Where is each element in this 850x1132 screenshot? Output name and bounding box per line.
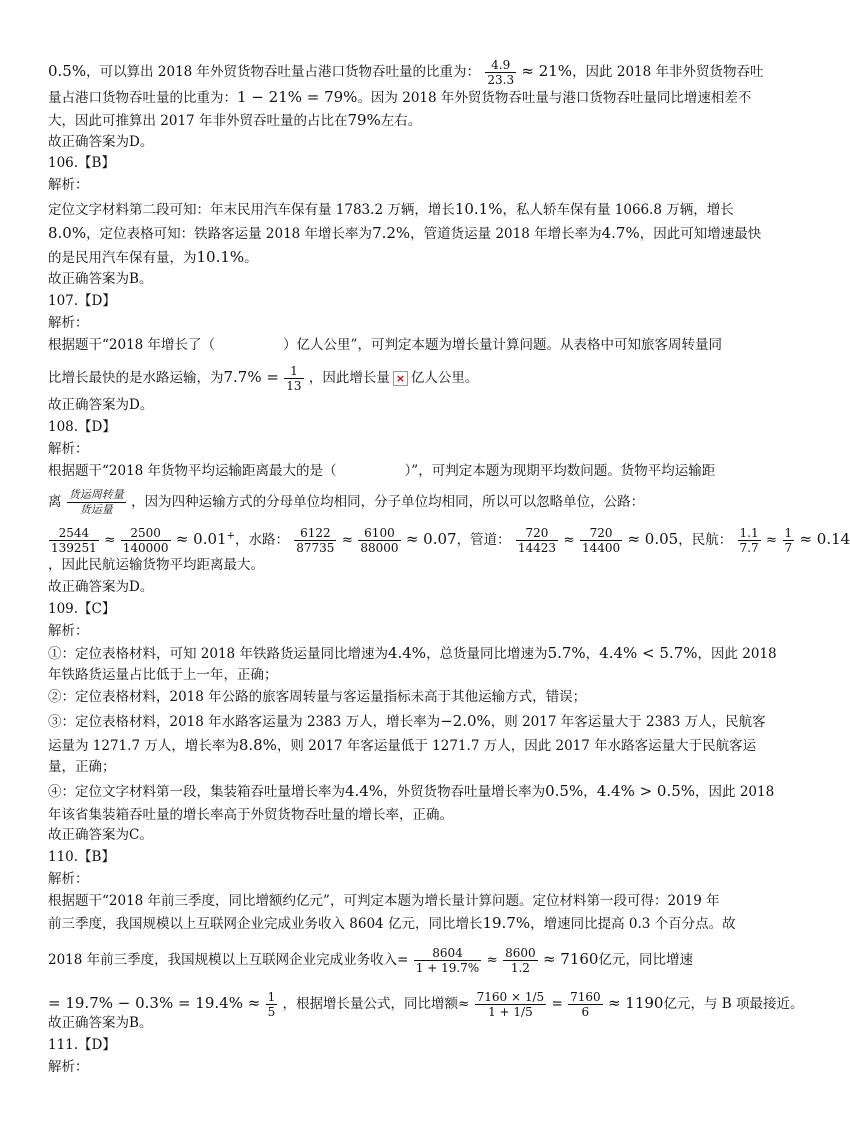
text-run: ，因此 2018 [697,646,777,662]
text-line: 量，正确； [48,759,116,775]
fraction-part: 720 [580,526,622,541]
text-run: ，因为四种运输方式的分母单位均相同，分子单位均相同，所以可以忽略单位，公路： [131,494,645,510]
text-run: 量占港口货物吞吐量的比重为： [48,90,237,106]
text-run: ，民航： [678,532,733,548]
text-run: ）亿人公里”，可判定本题为增长量计算问题。从表格中可知旅客周转量同 [283,337,722,353]
text-run: 4.4% [387,644,427,662]
text-line [48,364,478,393]
analysis-label: 解析： [48,177,89,193]
question-heading: 109.【C】 [48,601,116,617]
fraction-part: 2544 [49,526,99,541]
text-run: 19.7% [482,914,531,932]
text-run: 根据题干“2018 年增长了（ [48,337,216,353]
text-run: 8.0% [48,224,87,242]
text-run: ≈ 0.01 [175,530,227,548]
text-run: ①：定位表格材料，可知 2018 年铁路货运量同比增速为 [48,646,388,662]
answer-line: 故正确答案为D。 [48,397,154,413]
fraction-part: 7 [784,541,793,555]
fraction-part: 2500 [121,526,171,541]
answer-line: 故正确答案为C。 [48,827,153,843]
fraction-part: 1.1 [739,526,759,540]
fraction-part: 139251 [51,541,97,555]
fraction-part: 1.2 [510,961,530,975]
question-heading: 106.【B】 [48,155,115,171]
fraction-part: 14423 [517,541,557,555]
fraction-part: 720 [516,526,558,541]
text-run: ≈ [486,952,498,968]
fraction [580,526,622,555]
text-run: 79% [347,111,381,129]
fraction-part: 6122 [294,526,336,541]
text-run: = [397,952,409,968]
question-heading: 108.【D】 [48,419,116,435]
text-run: 0.5% [48,62,87,80]
fraction-part: 7160 × 1/5 [476,990,545,1004]
fraction [284,364,303,393]
text-run: 。因为 2018 年外贸货物吞吐量与港口货物吞吐量同比增速相差不 [357,90,752,106]
text-run: 8.8% [238,736,277,754]
fraction [266,990,278,1019]
text-run: ，私人轿车保有量 1066.8 万辆，增长 [502,202,734,218]
fraction-part: 88000 [360,541,399,555]
text-run: 4.4% [345,782,384,800]
fraction-part: 5 [267,1005,276,1019]
fraction [485,58,516,87]
text-run: ，增速同比提高 0.3 个百分点。故 [530,916,736,932]
text-line [48,782,774,801]
fraction-part: 1 [267,990,276,1004]
fraction-part: 8600 [505,946,536,960]
text-run: 4.4% < 5.7% [599,644,698,662]
fraction-part: 87735 [296,541,335,555]
fraction-part: 4.9 [485,58,516,73]
text-line [48,488,644,517]
broken-image-icon [393,371,408,386]
text-line [48,712,766,731]
fraction [516,526,558,555]
text-run: ≈ 21% [521,62,573,80]
fraction [49,526,99,555]
text-line [48,88,751,107]
fraction-part: 6100 [358,526,400,541]
text-run: ，水路： [234,532,289,548]
fraction [358,526,400,555]
text-line [48,462,715,480]
text-run: 7.2% [372,224,411,242]
formula-line [48,990,803,1019]
text-run: 运量为 1271.7 万人，增长率为 [48,738,239,754]
text-run: ，外贸货物吞吐量增长率为 [383,784,546,800]
fraction-part: 140000 [122,541,169,555]
text-run: ，因此 2018 年非外贸货物吞吐 [572,64,764,80]
text-line: 年铁路货运量占比低于上一年，正确； [48,667,278,683]
text-run: 亿元，与 B 项最接近。 [663,996,804,1012]
text-run: 根据题干“2018 年货物平均运输距离最大的是（ [48,463,337,479]
question-heading: 107.【D】 [48,293,116,309]
text-run: ，定位表格可知：铁路客运量 2018 年增长率为 [86,226,373,242]
text-run: 前三季度，我国规模以上互联网企业完成业务收入 8604 亿元，同比增长 [48,916,483,932]
text-line: ②：定位表格材料，2018 年公路的旅客周转量与客运量指标未高于其他运输方式，错误； [48,689,587,705]
fraction [121,526,171,555]
text-line [48,336,722,354]
fraction-part: 货运周转量 [68,488,124,501]
text-run: 2018 年前三季度，我国规模以上互联网企业完成业务收入 [48,952,398,968]
text-run: ，则 2017 年客运量大于 2383 万人，民航客 [490,714,766,730]
text-line: ，因此民航运输货物平均距离最大。 [48,557,264,573]
fraction [67,488,126,517]
formula-line: $\frac{2544}{139251}$ ≈ $\frac{2500}{140000}$ ≈ 0.01+，水路： $\frac{6122}{87735}$ ≈ $\frac{6100}{88000}$ ≈ 0.07，管道： $\frac{720}{14423}$ ≈ $\frac{720}{14400}$ ≈ 0.05，民航： $\frac{1.1}{7.7}$ ≈ $\frac{1}{7}$ ≈ 0.14 [51,526,850,555]
text-run: 定位文字材料第二段可知：年末民用汽车保有量 1783.2 万辆，增长 [48,202,455,218]
fraction-part: 7.7 [739,541,759,555]
text-run: + [226,530,235,542]
text-run: −2.0% [440,712,491,730]
question-heading: 111.【D】 [48,1037,116,1053]
text-run: 1 − 21% = 79% [237,88,358,106]
text-run: ，管道货运量 2018 年增长率为 [410,226,602,242]
fraction [568,990,603,1019]
fraction-part: 6 [581,1005,590,1019]
fraction-part: 1 [784,526,793,540]
text-run: 4.7% [601,224,640,242]
text-line [48,200,734,219]
answer-line: 故正确答案为D。 [48,579,154,595]
text-run: 的是民用汽车保有量，为 [48,250,197,266]
text-run: 。 [244,250,258,266]
text-line [48,914,736,933]
fraction-part: 23.3 [487,73,515,87]
text-run: ， [585,646,600,662]
analysis-label: 解析： [48,1059,89,1075]
text-run: ≈ 7160 [542,950,599,968]
fraction-part: 7160 [570,990,601,1004]
fraction-part: 14400 [581,541,621,555]
text-run: ，根据增长量公式，同比增额 [282,996,459,1012]
text-run: = [551,996,563,1012]
analysis-label: 解析： [48,441,89,457]
answer-line: 故正确答案为D。 [48,134,154,150]
text-run: = 19.7% − 0.3% = 19.4% ≈ [48,994,261,1012]
text-run: ③：定位表格材料，2018 年水路客运量为 2383 万人，增长率为 [48,714,441,730]
text-run: ，因此 2018 [695,784,775,800]
formula-line [48,946,693,975]
fraction-part: 8604 [414,946,481,961]
text-run: ，总货量同比增速为 [426,646,548,662]
text-run: ， [583,784,597,800]
text-run: 离 [48,494,62,510]
analysis-label: 解析： [48,315,89,331]
text-run: ≈ 1190 [607,994,664,1012]
text-run: 10.1% [454,200,503,218]
text-line [48,224,761,243]
analysis-label: 解析： [48,871,89,887]
text-run: ，因此可知增速最快 [639,226,762,242]
text-run: 左右。 [380,113,422,129]
text-run: ，管道： [456,532,511,548]
fraction [414,946,481,975]
text-run: ，因此增长量 [308,370,390,386]
answer-line: 故正确答案为B。 [48,1015,153,1031]
fraction [294,526,336,555]
text-run: 大，因此可推算出 2017 年非外贸吞吐量的占比在 [48,113,348,129]
text-run: 10.1% [196,248,245,266]
text-run: 亿元，同比增速 [598,952,693,968]
fraction [738,526,761,555]
text-line [48,58,764,87]
fraction-part: 货运量 [79,503,113,516]
analysis-label: 解析： [48,623,89,639]
text-line [48,644,777,663]
fraction [503,946,538,975]
text-run: 0.5% [545,782,584,800]
text-line: 年该省集装箱吞吐量的增长率高于外贸货物吞吐量的增长率，正确。 [48,807,453,823]
fraction-part: 13 [286,379,302,393]
text-run: ≈ 0.07 [405,530,457,548]
answer-line: 故正确答案为B。 [48,271,153,287]
fraction [475,990,547,1019]
fraction [783,526,795,555]
text-run: 7.7% = [223,368,279,386]
fraction-part: 1 [284,364,303,379]
text-run: ≈ 0.05 [627,530,679,548]
text-line [48,248,258,267]
text-run: 亿人公里。 [410,370,479,386]
text-run: ）”，可判定本题为现期平均数问题。货物平均运输距 [404,463,716,479]
text-run: ，可以算出 2018 年外贸货物吞吐量占港口货物吞吐量的比重为： [86,64,481,80]
text-run: 4.4% > 0.5% [596,782,696,800]
text-line [48,111,421,130]
text-line: 根据题干“2018 年前三季度，同比增额约亿元”，可判定本题为增长量计算问题。定位材料第一段可得：2019 年 [48,893,720,909]
fraction-part: 1 + 19.7% [415,961,480,975]
text-line [48,736,756,755]
question-heading: 110.【B】 [48,849,115,865]
text-run: ≈ 0.14 [799,530,850,548]
text-run: ≈ [458,996,470,1012]
text-run: 5.7% [547,644,586,662]
text-run: ④：定位文字材料第一段，集装箱吞吐量增长率为 [48,784,345,800]
fraction-part: 1 + 1/5 [488,1005,533,1019]
text-run: ，则 2017 年客运量低于 1271.7 万人，因此 2017 年水路客运量大于民航客运 [276,738,757,754]
text-run: 比增长最快的是水路运输，为 [48,370,224,386]
